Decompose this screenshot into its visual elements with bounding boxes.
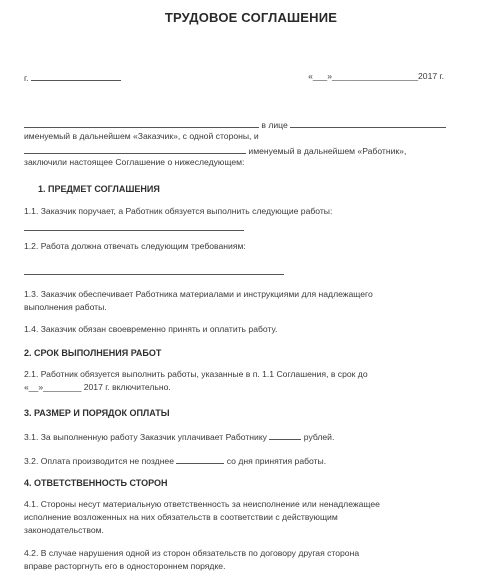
section-1-heading: 1. ПРЕДМЕТ СОГЛАШЕНИЯ <box>38 184 160 194</box>
clause-2-1-line-1: 2.1. Работник обязуется выполнить работы, указанные в п. 1.1 Соглашения, в срок до <box>24 369 368 379</box>
clause-3-1-unit: рублей. <box>303 432 335 442</box>
in-person-label: в лице <box>261 120 288 130</box>
customer-blank <box>24 118 259 128</box>
clause-4-2-line-2: вправе расторгнуть его в одностороннем порядке. <box>24 561 226 571</box>
clause-1-1: 1.1. Заказчик поручает, а Работник обязуется выполнить следующие работы: <box>24 206 333 216</box>
date-field: «___»__________________2017 г. <box>308 71 444 81</box>
clause-3-2-tail: со дня принятия работы. <box>226 456 327 466</box>
clause-1-1-blank-line <box>24 221 478 235</box>
requirements-blank <box>24 265 284 275</box>
section-2-heading: 2. СРОК ВЫПОЛНЕНИЯ РАБОТ <box>24 348 162 358</box>
parties-line-2: именуемый в дальнейшем «Заказчик», с одной стороны, и <box>24 131 259 141</box>
clause-3-2 <box>24 454 478 468</box>
city-blank <box>31 71 121 81</box>
representative-blank <box>290 118 446 128</box>
payment-term-blank <box>176 454 224 464</box>
document-title: ТРУДОВОЕ СОГЛАШЕНИЕ <box>164 10 338 25</box>
works-blank <box>24 221 244 231</box>
city-prefix: г. <box>24 73 29 83</box>
worker-blank <box>24 144 246 154</box>
amount-blank <box>269 430 301 440</box>
clause-2-1-line-2: «__»________ 2017 г. включительно. <box>24 382 171 392</box>
clause-1-3-line-2: выполнения работы. <box>24 302 107 312</box>
header-line <box>24 71 478 85</box>
clause-1-2: 1.2. Работа должна отвечать следующим требованиям: <box>24 241 246 251</box>
parties-line-4: заключили настоящее Соглашение о нижеследующем: <box>24 157 245 167</box>
clause-4-1-line-2: исполнение возложенных на них обязательств в соответствии с действующим <box>24 512 338 522</box>
clause-3-1-text: 3.1. За выполненную работу Заказчик уплачивает Работнику <box>24 432 267 442</box>
clause-1-2-blank-line <box>24 265 478 279</box>
clause-3-2-text: 3.2. Оплата производится не позднее <box>24 456 174 466</box>
worker-label: именуемый в дальнейшем «Работник», <box>248 146 407 156</box>
clause-1-3-line-1: 1.3. Заказчик обеспечивает Работника материалами и инструкциями для надлежащего <box>24 289 373 299</box>
parties-line-3 <box>24 144 478 158</box>
parties-line-1 <box>24 118 478 132</box>
section-4-heading: 4. ОТВЕТСТВЕННОСТЬ СТОРОН <box>24 478 168 488</box>
clause-3-1 <box>24 430 478 444</box>
clause-4-1-line-3: законодательством. <box>24 525 104 535</box>
clause-1-4: 1.4. Заказчик обязан своевременно принять и оплатить работу. <box>24 324 278 334</box>
clause-4-2-line-1: 4.2. В случае нарушения одной из сторон обязательств по договору другая сторона <box>24 548 360 558</box>
section-3-heading: 3. РАЗМЕР И ПОРЯДОК ОПЛАТЫ <box>24 408 170 418</box>
clause-4-1-line-1: 4.1. Стороны несут материальную ответственность за неисполнение или ненадлежащее <box>24 499 380 509</box>
